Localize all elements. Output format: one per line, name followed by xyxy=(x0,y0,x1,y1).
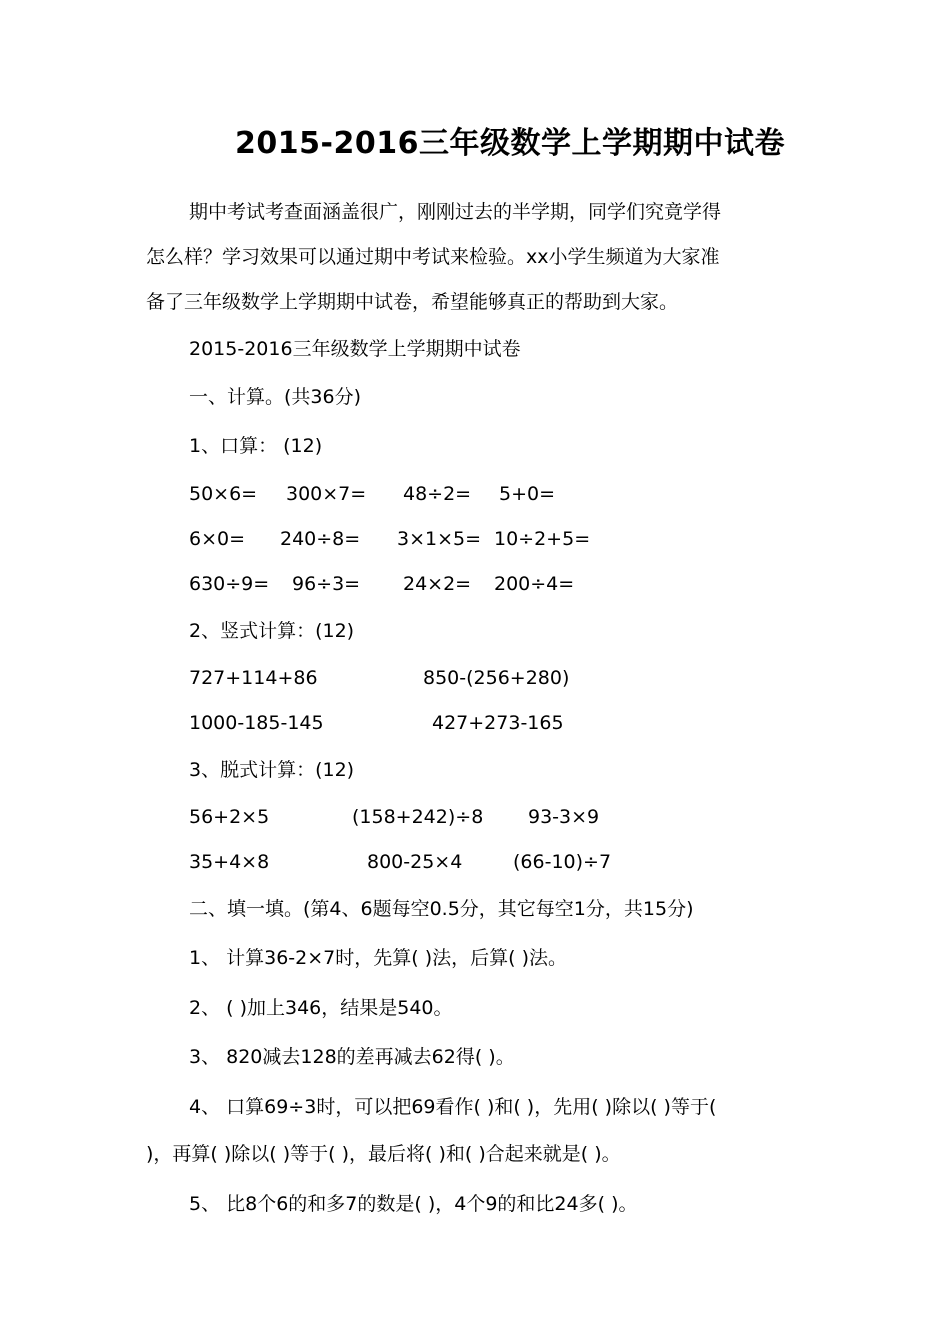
fill-item-1: 1、 计算36-2×7时，先算( )法，后算( )法。 xyxy=(189,947,567,969)
stepwise-calc-item: (158+242)÷8 xyxy=(352,806,484,828)
document-title: 2015-2016三年级数学上学期期中试卷 xyxy=(235,126,785,161)
section2-heading: 二、填一填。(第4、6题每空0.5分，其它每空1分，共15分) xyxy=(189,898,694,920)
fill-item-4-line-1: 4、 口算69÷3时，可以把69看作( )和( )，先用( )除以( )等于( xyxy=(189,1096,717,1118)
oral-calc-item: 24×2= xyxy=(403,573,472,595)
stepwise-calc-item: 56+2×5 xyxy=(189,806,270,828)
fill-item-4-line-2: )，再算( )除以( )等于( )，最后将( )和( )合起来就是( )。 xyxy=(146,1143,621,1165)
section1-heading: 一、计算。(共36分) xyxy=(189,386,362,408)
fill-item-3: 3、 820减去128的差再减去62得( )。 xyxy=(189,1046,515,1068)
vertical-calc-item: 850-(256+280) xyxy=(423,667,570,689)
vertical-calc-item: 1000-185-145 xyxy=(189,712,324,734)
oral-calc-item: 5+0= xyxy=(499,483,556,505)
stepwise-calc-item: 35+4×8 xyxy=(189,851,270,873)
oral-calc-item: 300×7= xyxy=(286,483,367,505)
oral-calc-item: 200÷4= xyxy=(494,573,575,595)
oral-calc-item: 96÷3= xyxy=(292,573,361,595)
stepwise-calc-item: 800-25×4 xyxy=(367,851,463,873)
oral-calc-item: 10÷2+5= xyxy=(494,528,591,550)
stepwise-calc-item: 93-3×9 xyxy=(528,806,600,828)
intro-line-1: 期中考试考查面涵盖很广，刚刚过去的半学期，同学们究竟学得 xyxy=(189,201,722,223)
part1-heading: 1、口算： (12) xyxy=(189,435,323,457)
fill-item-5: 5、 比8个6的和多7的数是( )，4个9的和比24多( )。 xyxy=(189,1193,638,1215)
oral-calc-item: 48÷2= xyxy=(403,483,472,505)
stepwise-calc-item: (66-10)÷7 xyxy=(513,851,612,873)
fill-item-2: 2、 ( )加上346，结果是540。 xyxy=(189,997,453,1019)
vertical-calc-item: 727+114+86 xyxy=(189,667,318,689)
oral-calc-item: 240÷8= xyxy=(280,528,361,550)
intro-line-3: 备了三年级数学上学期期中试卷，希望能够真正的帮助到大家。 xyxy=(146,291,679,313)
oral-calc-item: 6×0= xyxy=(189,528,246,550)
oral-calc-item: 50×6= xyxy=(189,483,258,505)
oral-calc-item: 630÷9= xyxy=(189,573,270,595)
part2-heading: 2、竖式计算：(12) xyxy=(189,620,355,642)
part3-heading: 3、脱式计算：(12) xyxy=(189,759,355,781)
subtitle: 2015-2016三年级数学上学期期中试卷 xyxy=(189,338,521,360)
vertical-calc-item: 427+273-165 xyxy=(432,712,564,734)
intro-line-2: 怎么样？学习效果可以通过期中考试来检验。xx小学生频道为大家准 xyxy=(146,246,720,268)
oral-calc-item: 3×1×5= xyxy=(397,528,482,550)
